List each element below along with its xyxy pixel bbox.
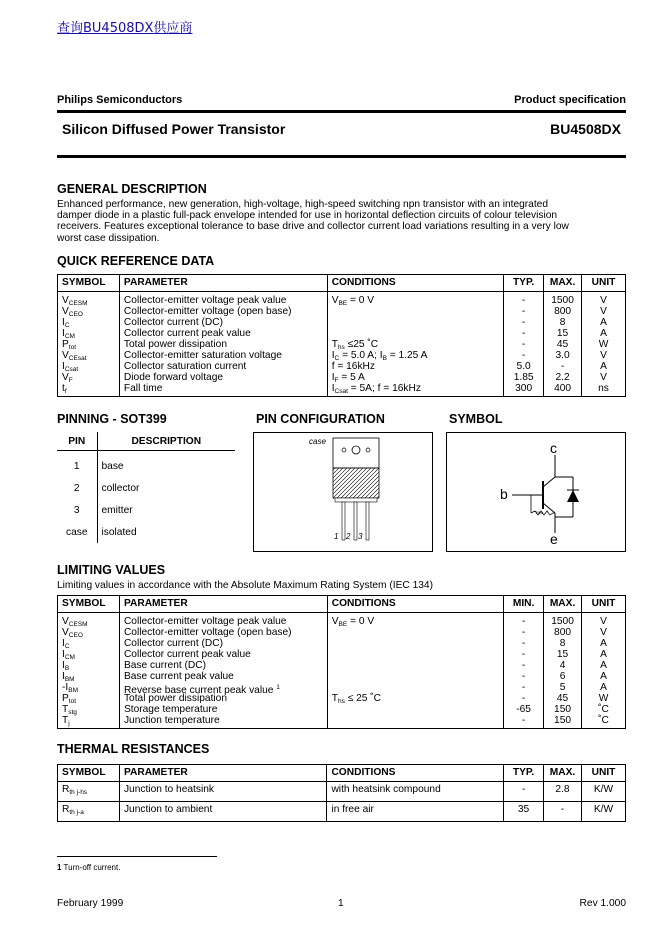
table-cell-line: - (521, 660, 526, 671)
pin-config-heading: PIN CONFIGURATION (256, 412, 385, 426)
table-cell-line: $I_F = 5$ A (331, 372, 365, 384)
table-cell-line: $V_{BE} = 0$ V (331, 295, 375, 307)
table-cell-line (332, 328, 499, 339)
table-cell-line: 15 (556, 649, 569, 660)
typ-cell: 35 (504, 802, 544, 822)
table-cell-line (332, 660, 499, 671)
thermal-table (57, 764, 626, 822)
table-row: 2 collector (57, 477, 235, 499)
col-unit: UNIT (582, 596, 626, 613)
page-title: Silicon Diffused Power Transistor (62, 121, 286, 137)
col-parameter: PARAMETER (119, 275, 327, 292)
min-cell (504, 613, 544, 729)
table-cell-line: - (521, 306, 526, 317)
package-drawing (254, 433, 432, 551)
table-cell-line: - (521, 638, 526, 649)
col-typ: TYP. (504, 275, 544, 292)
max-cell (544, 613, 582, 729)
table-cell-line: V (600, 627, 607, 638)
table-row (58, 802, 626, 822)
table-cell-line: $I_C$ (62, 317, 70, 329)
table-cell-line: V (600, 350, 607, 361)
table-cell-line: ˚C (598, 704, 609, 715)
table-row (58, 782, 626, 802)
header-rule (57, 110, 626, 113)
table-cell-line: - (521, 328, 526, 339)
table-cell-line: 8 (559, 317, 566, 328)
table-cell-line: Collector current peak value (123, 328, 251, 339)
table-cell-line: 1500 (551, 295, 574, 306)
table-cell-line: - (560, 361, 565, 372)
table-cell-line: Reverse base current peak value $^1$ (123, 684, 280, 696)
table-cell-line: Collector saturation current (123, 361, 247, 372)
footer-date: February 1999 (57, 898, 124, 909)
symbol-cell (58, 292, 120, 397)
pin-config-box (253, 432, 433, 552)
table-cell-line: 8 (559, 638, 566, 649)
table-cell-line: - (521, 627, 526, 638)
table-cell-line: $P_{tot}$ (62, 339, 77, 351)
pin-label-1: 1 (334, 532, 339, 541)
table-cell-line: $P_{tot}$ (62, 693, 77, 705)
table-cell-line: A (600, 638, 607, 649)
general-description-text: Enhanced performance, new generation, high-voltage, high-speed switching npn transistor with an integrated damper diode in a plastic full-pack envelope intended for use in horizontal deflection circuits of colour television receivers. Features exceptional tolerance to base drive and collector current load variations resulting in a very low worst case dissipation. (57, 199, 569, 244)
table-cell-line: 4 (559, 660, 566, 671)
table-cell-line (332, 715, 499, 726)
table-cell-line: ns (598, 383, 609, 394)
table-row: 1 base (57, 451, 235, 478)
table-cell-line: $T_{hs} \le 25$ ˚C (331, 693, 382, 705)
parameter-cell (119, 613, 327, 729)
header-company: Philips Semiconductors (57, 94, 183, 106)
table-cell-line: A (600, 328, 607, 339)
table-cell-line: $T_j$ (62, 715, 70, 727)
base-label: b (500, 486, 508, 502)
table-cell-line: 800 (554, 627, 572, 638)
table-cell-line: A (600, 317, 607, 328)
col-parameter: PARAMETER (119, 765, 327, 782)
table-cell-line: - (521, 715, 526, 726)
table-cell-line: -65 (516, 704, 531, 715)
lead-2 (354, 502, 357, 540)
table-body-row (58, 613, 626, 729)
typ-cell: - (504, 782, 544, 802)
table-cell-line: - (521, 693, 526, 704)
col-conditions: CONDITIONS (327, 765, 504, 782)
parameter-cell (119, 292, 327, 397)
col-conditions: CONDITIONS (327, 596, 503, 613)
conditions-cell (327, 613, 503, 729)
table-cell-line: 2.2 (555, 372, 570, 383)
table-cell-line: $t_f$ (62, 383, 67, 395)
unit-cell: K/W (582, 802, 626, 822)
table-cell-line: V (600, 372, 607, 383)
table-cell-line: - (521, 339, 526, 350)
table-cell-line: Collector-emitter voltage peak value (123, 616, 287, 627)
table-cell-line: - (521, 671, 526, 682)
header-doc-type: Product specification (514, 94, 626, 106)
col-pin: PIN (57, 432, 97, 451)
parameter-cell: Junction to heatsink (119, 782, 327, 802)
table-cell-line (332, 682, 499, 693)
col-conditions: CONDITIONS (327, 275, 503, 292)
unit-cell (582, 292, 626, 397)
lead-3 (366, 502, 369, 540)
table-cell-line: $V_{CEO}$ (62, 627, 83, 639)
table-cell-line (332, 317, 499, 328)
table-cell-line: 300 (515, 383, 533, 394)
table-cell-line: A (600, 671, 607, 682)
col-symbol: SYMBOL (58, 765, 120, 782)
table-row: 3 emitter (57, 499, 235, 521)
table-cell-line: Total power dissipation (123, 339, 227, 350)
table-cell-line: Collector current (DC) (123, 317, 223, 328)
table-cell-line: Collector-emitter voltage (open base) (123, 627, 292, 638)
col-unit: UNIT (582, 765, 626, 782)
table-cell-line: 5 (559, 682, 566, 693)
table-cell-line: 45 (556, 339, 569, 350)
max-cell: - (544, 802, 582, 822)
conditions-cell: with heatsink compound (327, 782, 504, 802)
table-cell-line (332, 306, 499, 317)
unit-cell (582, 613, 626, 729)
collector-label: c (550, 440, 557, 456)
table-cell-line: $I_{Csat} = 5A$; f = 16kHz (331, 383, 421, 395)
table-cell-line: Diode forward voltage (123, 372, 224, 383)
table-cell-line: 150 (554, 704, 572, 715)
table-cell-line: $V_{CESM}$ (62, 295, 88, 307)
col-typ: TYP. (504, 765, 544, 782)
table-cell-line: A (600, 682, 607, 693)
table-cell-line: W (598, 339, 609, 350)
table-row: case isolated (57, 521, 235, 543)
pin-label-3: 3 (358, 532, 363, 541)
table-cell-line: ˚C (598, 715, 609, 726)
rbe-label: Rbe (536, 510, 544, 515)
table-cell-line: - (521, 295, 526, 306)
symbol-cell: $R_{th j-hs}$ (58, 782, 120, 802)
footer-revision: Rev 1.000 (579, 898, 626, 909)
package-tab (333, 438, 379, 468)
table-cell-line: Collector-emitter saturation voltage (123, 350, 282, 361)
table-cell-line: W (598, 693, 609, 704)
symbol-box (446, 432, 626, 552)
table-cell-line: 1.85 (513, 372, 534, 383)
table-cell-line: $T_{hs} \le 25$ ˚C (331, 339, 379, 351)
table-cell-line: $I_{CM}$ (62, 649, 75, 661)
limiting-values-heading: LIMITING VALUES (57, 563, 166, 577)
table-cell-line: Base current peak value (123, 671, 234, 682)
symbol-cell: $R_{th j-a}$ (58, 802, 120, 822)
table-cell-line: V (600, 306, 607, 317)
table-cell-line (332, 649, 499, 660)
transistor-symbol (447, 433, 625, 551)
symbol-cell (58, 613, 120, 729)
table-header-row (58, 275, 626, 292)
table-cell-line: $I_{Csat}$ (62, 361, 79, 373)
table-cell-line: - (521, 649, 526, 660)
page-number: 1 (338, 898, 344, 909)
emitter-label: e (550, 531, 558, 547)
table-cell-line: 6 (559, 671, 566, 682)
parameter-cell: Junction to ambient (119, 802, 327, 822)
table-cell-line: Fall time (123, 383, 163, 394)
table-header-row (58, 596, 626, 613)
table-cell-line: $I_{CM}$ (62, 328, 75, 340)
table-cell-line: Storage temperature (123, 704, 218, 715)
table-cell-line: - (521, 616, 526, 627)
table-cell-line: Base current (DC) (123, 660, 207, 671)
table-cell-line: $V_{CEO}$ (62, 306, 83, 318)
max-cell: 2.8 (544, 782, 582, 802)
conditions-cell (327, 292, 503, 397)
table-cell-line: Collector current peak value (123, 649, 251, 660)
table-cell-line: $I_B$ (62, 660, 70, 672)
table-cell-line: A (600, 649, 607, 660)
table-cell-line: $V_{CESM}$ (62, 616, 88, 628)
package-body (333, 468, 379, 498)
table-cell-line: $I_C$ (62, 638, 70, 650)
max-cell (544, 292, 582, 397)
table-cell-line: - (521, 350, 526, 361)
table-cell-line (332, 638, 499, 649)
table-cell-line: Collector current (DC) (123, 638, 224, 649)
diode-icon (567, 490, 579, 502)
table-cell-line: $V_{BE} = 0$ V (331, 616, 375, 628)
table-cell-line: Collector-emitter voltage (open base) (123, 306, 292, 317)
thermal-heading: THERMAL RESISTANCES (57, 742, 210, 756)
table-cell-line: V (600, 295, 607, 306)
table-cell-line: 400 (554, 383, 572, 394)
table-cell-line: $I_C = 5.0$ A; $I_B = 1.25$ A (331, 350, 428, 362)
supplier-link[interactable]: 查询BU4508DX供应商 (57, 21, 193, 36)
pin-label-2: 2 (346, 532, 351, 541)
col-min: MIN. (504, 596, 544, 613)
col-description: DESCRIPTION (97, 432, 235, 451)
footnote-rule (57, 856, 217, 857)
table-cell-line: f = 16kHz (331, 361, 376, 372)
table-cell-line: 15 (556, 328, 569, 339)
quick-reference-table (57, 274, 626, 397)
table-cell-line (332, 671, 499, 682)
table-cell-line: 150 (554, 715, 572, 726)
table-header-row (58, 765, 626, 782)
table-cell-line (332, 704, 499, 715)
table-cell-line: $V_{CEsat}$ (62, 350, 87, 362)
footnote: 1 Turn-off current. (57, 863, 121, 872)
table-cell-line: V (600, 616, 607, 627)
table-cell-line: $-I_{BM}$ (62, 682, 78, 694)
lead-1 (342, 502, 345, 540)
table-cell-line: 1500 (551, 616, 574, 627)
col-parameter: PARAMETER (119, 596, 327, 613)
table-cell-line: Junction temperature (123, 715, 220, 726)
table-cell-line: Collector-emitter voltage peak value (123, 295, 287, 306)
symbol-heading: SYMBOL (449, 412, 503, 426)
limiting-values-table (57, 595, 626, 729)
limiting-values-intro: Limiting values in accordance with the Absolute Maximum Rating System (IEC 134) (57, 580, 433, 591)
title-rule (57, 155, 626, 158)
col-unit: UNIT (582, 275, 626, 292)
case-label: case (309, 437, 326, 446)
table-cell-line: $I_{BM}$ (62, 671, 75, 683)
table-cell-line: A (600, 660, 607, 671)
table-body-row (58, 292, 626, 397)
table-cell-line: $V_F$ (62, 372, 73, 384)
table-cell-line: 800 (554, 306, 572, 317)
typ-cell (504, 292, 544, 397)
table-cell-line: 5.0 (516, 361, 531, 372)
table-cell-line: $T_{stg}$ (62, 704, 77, 716)
table-cell-line: Total power dissipation (123, 693, 227, 704)
table-cell-line: A (600, 361, 607, 372)
col-max: MAX. (544, 596, 582, 613)
part-number: BU4508DX (550, 121, 621, 137)
table-cell-line: 45 (556, 693, 569, 704)
unit-cell: K/W (582, 782, 626, 802)
pinning-heading: PINNING - SOT399 (57, 412, 167, 426)
conditions-cell: in free air (327, 802, 504, 822)
quick-reference-heading: QUICK REFERENCE DATA (57, 254, 215, 268)
table-cell-line: - (521, 317, 526, 328)
col-max: MAX. (544, 275, 582, 292)
col-max: MAX. (544, 765, 582, 782)
general-description-heading: GENERAL DESCRIPTION (57, 182, 207, 196)
col-symbol: SYMBOL (58, 596, 120, 613)
table-cell-line: - (521, 682, 526, 693)
pinning-table (57, 432, 235, 543)
table-cell-line (332, 627, 499, 638)
table-header-row (57, 432, 235, 451)
col-symbol: SYMBOL (58, 275, 120, 292)
table-cell-line: 3.0 (555, 350, 570, 361)
